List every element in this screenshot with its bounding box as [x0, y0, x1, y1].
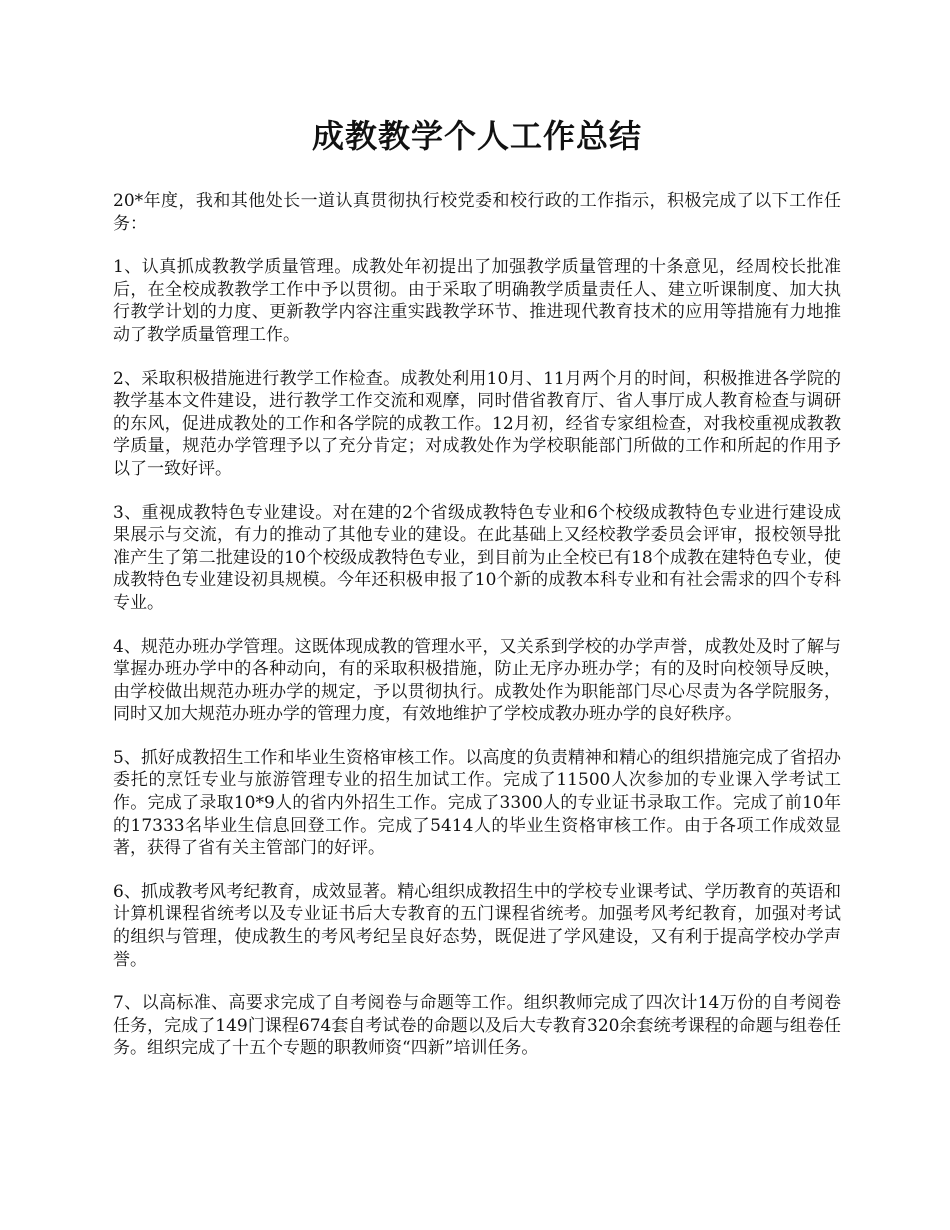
paragraph-7: 7、以高标准、高要求完成了自考阅卷与命题等工作。组织教师完成了四次计14万份的自考阅卷任务，完成了149门课程674套自考试卷的命题以及后大专教育320余套统考课程的命题与组卷任务。组织完成了十五个专题的职教师资“四新”培训任务。 — [113, 993, 841, 1059]
paragraph-3: 3、重视成教特色专业建设。对在建的2个省级成教特色专业和6个校级成教特色专业进行建设成果展示与交流，有力的推动了其他专业的建设。在此基础上又经校教学委员会评审，报校领导批准产生了第二批建设的10个校级成教特色专业，到目前为止全校已有18个成教在建特色专业，使成教特色专业建设初具规模。今年还积极申报了10个新的成教本科专业和有社会需求的四个专科专业。 — [113, 502, 841, 613]
paragraph-1: 1、认真抓成教教学质量管理。成教处年初提出了加强教学质量管理的十条意见，经周校长批准后，在全校成教教学工作中予以贯彻。由于采取了明确教学质量责任人、建立听课制度、加大执行教学计划的力度、更新教学内容注重实践教学环节、推进现代教育技术的应用等措施有力地推动了教学质量管理工作。 — [113, 257, 841, 345]
paragraph-4: 4、规范办班办学管理。这既体现成教的管理水平，又关系到学校的办学声誉，成教处及时了解与掌握办班办学中的各种动向，有的采取积极措施，防止无序办班办学；有的及时向校领导反映，由学校做出规范办班办学的规定，予以贯彻执行。成教处作为职能部门尽心尽责为各学院服务，同时又加大规范办班办学的管理力度，有效地维护了学校成教办班办学的良好秩序。 — [113, 636, 841, 725]
document-title: 成教教学个人工作总结 — [311, 117, 642, 155]
paragraph-intro: 20*年度，我和其他处长一道认真贯彻执行校党委和校行政的工作指示，积极完成了以下工作任务： — [113, 191, 841, 234]
paragraph-5: 5、抓好成教招生工作和毕业生资格审核工作。以高度的负责精神和精心的组织措施完成了省招办委托的烹饪专业与旅游管理专业的招生加试工作。完成了11500人次参加的专业课入学考试工作。完成了录取10*9人的省内外招生工作。完成了3300人的专业证书录取工作。完成了前10年的17333名毕业生信息回登工作。完成了5414人的毕业生资格审核工作。由于各项工作成效显著，获得了省有关主管部门的好评。 — [113, 747, 841, 859]
paragraph-6: 6、抓成教考风考纪教育，成效显著。精心组织成教招生中的学校专业课考试、学历教育的英语和计算机课程省统考以及专业证书后大专教育的五门课程省统考。加强考风考纪教育，加强对考试的组织与管理，使成教生的考风考纪呈良好态势，既促进了学风建设，又有利于提高学校办学声誉。 — [113, 881, 841, 970]
document-page — [113, 110, 841, 1081]
paragraph-2: 2、采取积极措施进行教学工作检查。成教处利用10月、11月两个月的时间，积极推进各学院的教学基本文件建设，进行教学工作交流和观摩，同时借省教育厅、省人事厅成人教育检查与调研的东风，促进成教处的工作和各学院的成教工作。12月初，经省专家组检查，对我校重视成教教学质量，规范办学管理予以了充分肯定；对成教处作为学校职能部门所做的工作和所起的作用予以了一致好评。 — [113, 368, 841, 479]
